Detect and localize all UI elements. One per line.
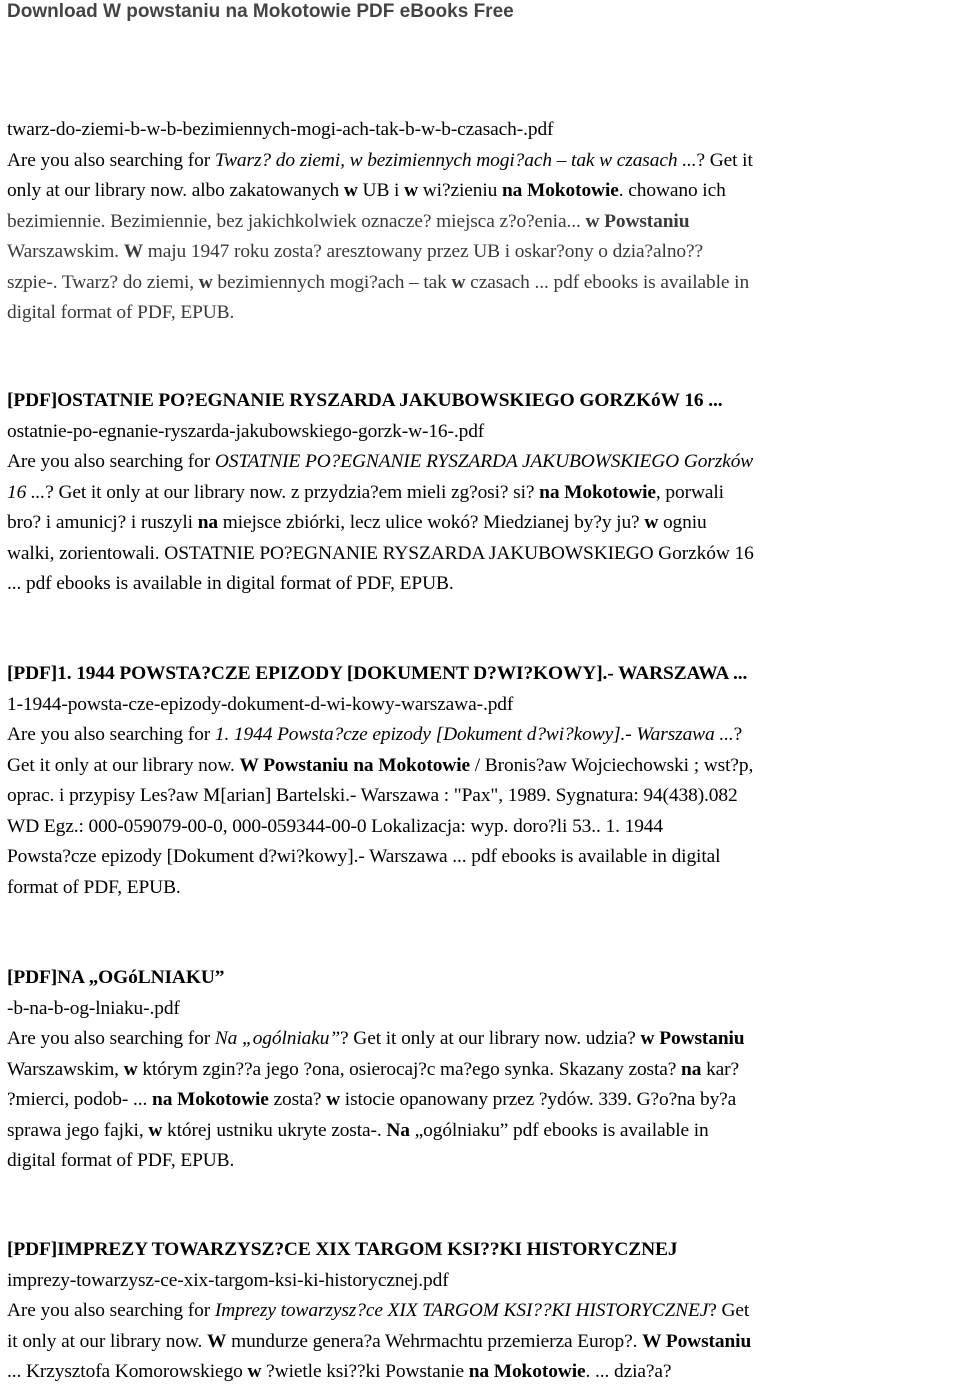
text-line: Are you also searching for OSTATNIE PO?EGNANIE RYSZARDA JAKUBOWSKIEGO Gorzków [7, 451, 754, 472]
text-line: 16 ...? Get it only at our library now. z przydzia?em mieli zg?osi? si? na Mokotowie, porwali [7, 481, 724, 503]
text-line: Are you also searching for Twarz? do ziemi, w bezimiennych mogi?ach – tak w czasach ...? Get it [7, 149, 753, 171]
file-link[interactable]: twarz-do-ziemi-b-w-b-bezimiennych-mogi-ach-tak-b-w-b-czasach-.pdf [7, 119, 554, 140]
text-line: Are you also searching for Na „ogólniaku”? Get it only at our library now. udzia? w Powstaniu [7, 1028, 745, 1049]
text-line: Warszawskim. W maju 1947 roku zosta? aresztowany przez UB i oskar?ony o dzia?alno?? [7, 241, 704, 262]
text-line: bezimiennie. Bezimiennie, bez jakichkolwiek oznacze? miejsca z?o?enia... w Powstaniu [7, 210, 690, 232]
text-line: format of PDF, EPUB. [7, 876, 181, 898]
text-line: ?mierci, podob- ... na Mokotowie zosta? w istocie opanowany przez ?ydów. 339. G?o?na by?a [7, 1089, 737, 1110]
text-line: it only at our library now. W mundurze genera?a Wehrmachtu przemierza Europ?. W Powstaniu [7, 1330, 752, 1352]
result-entry [7, 115, 955, 329]
text-line: ... Krzysztofa Komorowskiego w ?wietle ksi??ki Powstanie na Mokotowie. ... dzia?a? [7, 1361, 672, 1382]
entry-title[interactable]: [PDF]OSTATNIE PO?EGNANIE RYSZARDA JAKUBOWSKIEGO GORZKóW 16 ... [7, 390, 723, 411]
result-entry [7, 1235, 955, 1388]
text-line: WD Egz.: 000-059079-00-0, 000-059344-00-0 Lokalizacja: wyp. doro?li 53.. 1. 1944 [7, 815, 663, 837]
result-entry [7, 659, 955, 903]
text-line: digital format of PDF, EPUB. [7, 1150, 235, 1171]
text-line: bro? i amunicj? i ruszyli na miejsce zbiórki, lecz ulice wokó? Miedzianej by?y ju? w ogniu [7, 512, 707, 533]
text-line: ... pdf ebooks is available in digital format of PDF, EPUB. [7, 573, 454, 594]
text-line: Warszawskim, w którym zgin??a jego ?ona, osierocaj?c ma?ego synka. Skazany zosta? na kar? [7, 1058, 740, 1080]
text-line: Powsta?cze epizody [Dokument d?wi?kowy].- Warszawa ... pdf ebooks is available in digital [7, 846, 721, 867]
file-link[interactable]: 1-1944-powsta-cze-epizody-dokument-d-wi-kowy-warszawa-.pdf [7, 693, 514, 715]
entry-title[interactable]: [PDF]NA „OGóLNIAKU” [7, 967, 225, 988]
text-line: Get it only at our library now. W Powstaniu na Mokotowie / Bronis?aw Wojciechowski ; wst?p, [7, 754, 754, 776]
text-line: Are you also searching for 1. 1944 Powsta?cze epizody [Dokument d?wi?kowy].- Warszawa ...? [7, 724, 743, 745]
text-line: digital format of PDF, EPUB. [7, 302, 235, 323]
file-link[interactable]: imprezy-towarzysz-ce-xix-targom-ksi-ki-historycznej.pdf [7, 1269, 449, 1291]
result-entry [7, 963, 955, 1177]
text-line: walki, zorientowali. OSTATNIE PO?EGNANIE RYSZARDA JAKUBOWSKIEGO Gorzków 16 [7, 542, 754, 564]
entry-title[interactable]: [PDF]IMPREZY TOWARZYSZ?CE XIX TARGOM KSI??KI HISTORYCZNEJ [7, 1239, 678, 1260]
file-link[interactable]: ostatnie-po-egnanie-ryszarda-jakubowskiego-gorzk-w-16-.pdf [7, 420, 485, 442]
text-line: szpie-. Twarz? do ziemi, w bezimiennych mogi?ach – tak w czasach ... pdf ebooks is available in [7, 271, 750, 293]
text-line: only at our library now. albo zakatowanych w UB i w wi?zieniu na Mokotowie. chowano ich [7, 180, 726, 201]
text-line: Are you also searching for Imprezy towarzysz?ce XIX TARGOM KSI??KI HISTORYCZNEJ? Get [7, 1300, 750, 1321]
result-entry [7, 386, 955, 600]
page-title: Download W powstaniu na Mokotowie PDF eBooks Free [7, 1, 514, 22]
text-line: oprac. i przypisy Les?aw M[arian] Bartelski.- Warszawa : "Pax", 1989. Sygnatura: 94(438).082 [7, 785, 738, 806]
entry-title[interactable]: [PDF]1. 1944 POWSTA?CZE EPIZODY [DOKUMENT D?WI?KOWY].- WARSZAWA ... [7, 663, 748, 684]
file-link[interactable]: -b-na-b-og-lniaku-.pdf [7, 997, 180, 1019]
text-line: sprawa jego fajki, w której ustniku ukryte zosta-. Na „ogólniaku” pdf ebooks is available in [7, 1119, 709, 1141]
